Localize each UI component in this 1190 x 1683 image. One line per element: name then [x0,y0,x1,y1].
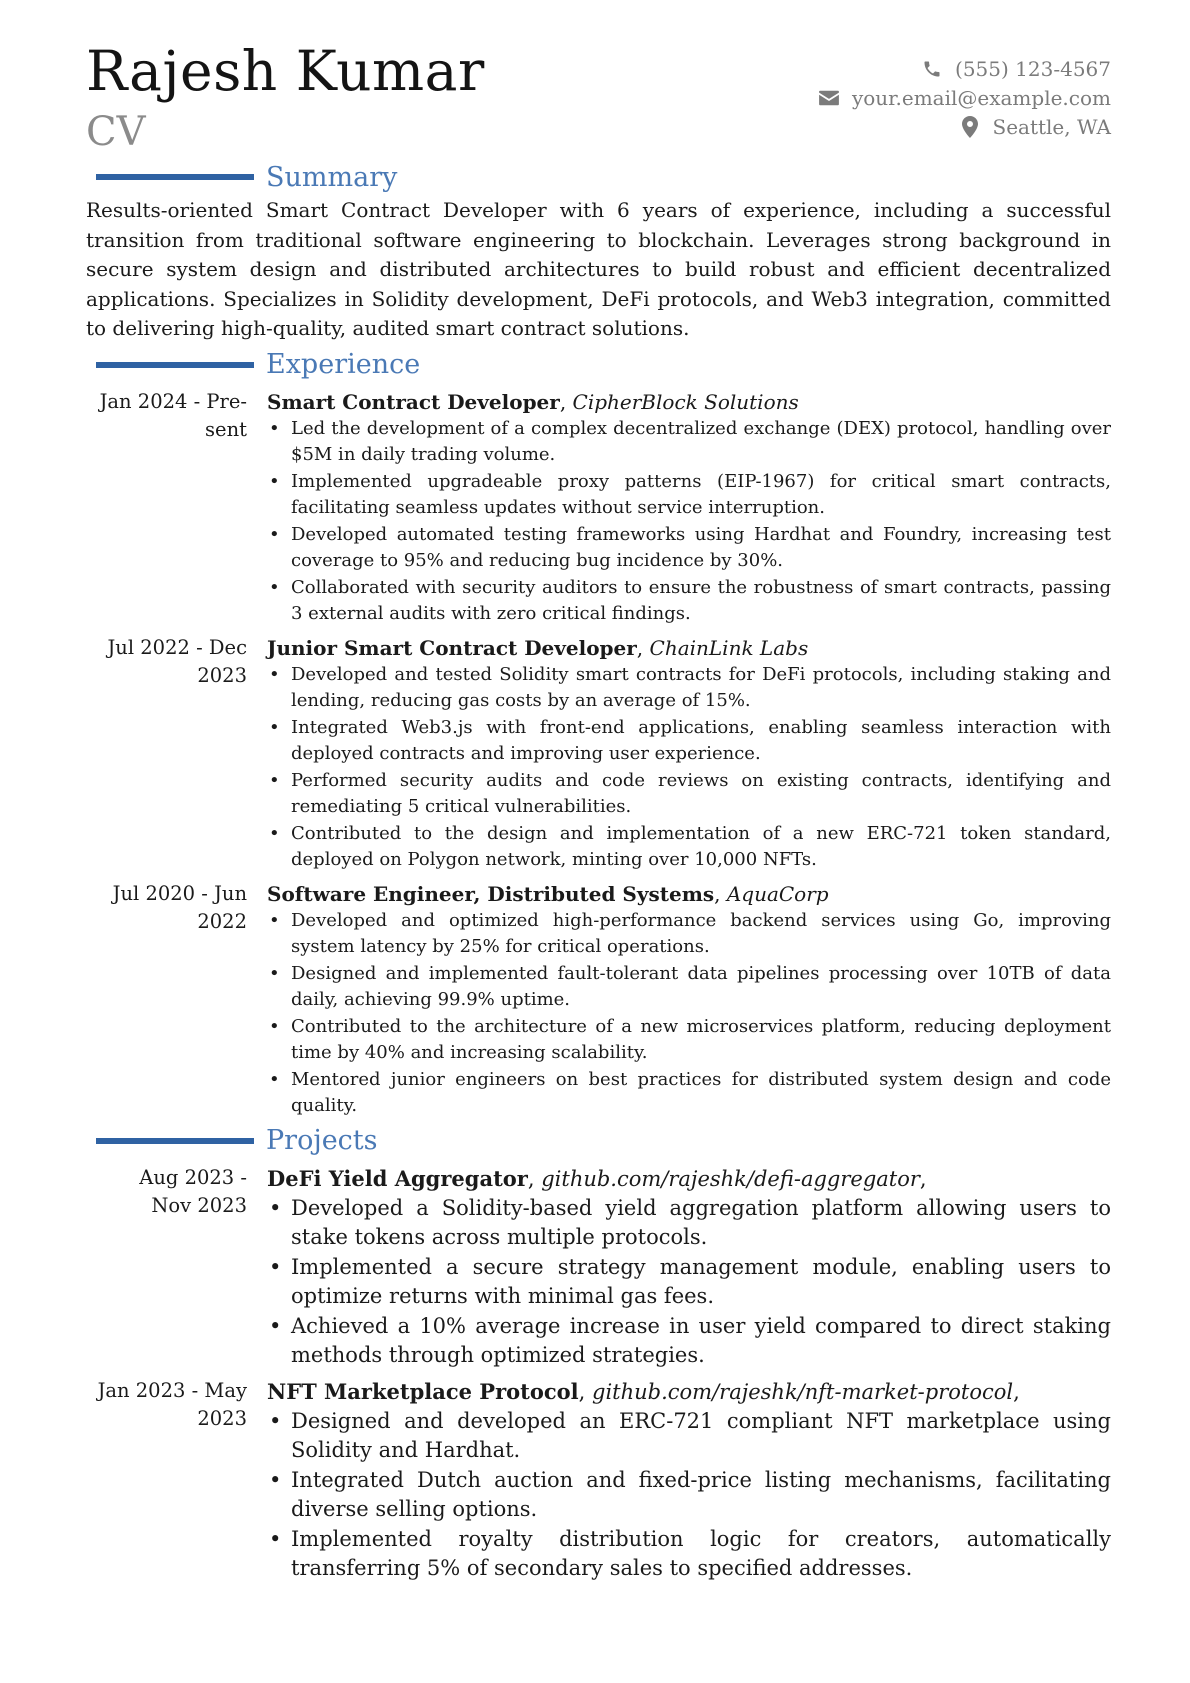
entry-role: Smart Contract Developer [267,389,560,414]
project-entry [86,1377,1111,1584]
bullet-item: • Contributed to the architecture of a new microservices platform, reducing deployment time by 40% and increasing scalability. [291,1014,1111,1067]
project-link[interactable]: github.com/rajeshk/nft-market-protocol [592,1379,1014,1404]
date-line: Aug 2023 - [139,1165,247,1189]
bullet-item: • Implemented a secure strategy management module, enabling users to optimize returns with minimal gas fees. [291,1253,1111,1312]
section-divider-bar [96,174,254,180]
bullet-item: • Developed and tested Solidity smart contracts for DeFi protocols, including staking and lending, reducing gas costs by an average of 15%. [291,662,1111,715]
envelope-icon [818,87,840,109]
section-projects-header [86,1124,1111,1158]
date-line: Jan 2024 - Pre- [99,389,247,413]
date-line: 2022 [197,909,247,933]
bullet-list [267,908,1111,1120]
bullet-list [267,1194,1111,1371]
bullet-item: • Developed automated testing frameworks using Hardhat and Foundry, increasing test coverage to 95% and reducing bug incidence by 30%. [291,522,1111,575]
document-subtitle: CV [86,109,146,155]
person-name: Rajesh Kumar [86,39,485,103]
summary-text: Results-oriented Smart Contract Developer with 6 years of experience, including a successful transition from traditional software engineering to blockchain. Leverages strong background in secure system design and distributed architectures to build robust and efficient decentralized applications. Specializes in Solidity development, DeFi protocols, and Web3 integration, committed to delivering high-quality, audited smart contract solutions. [86,198,1111,341]
entry-body [267,1377,1111,1584]
bullet-item: • Developed a Solidity-based yield aggregation platform allowing users to stake tokens across multiple protocols. [291,1194,1111,1253]
email-link[interactable]: your.email@example.com [851,85,1111,110]
entry-title: Smart Contract Developer, CipherBlock Solutions [267,389,799,414]
bullet-list [267,1407,1111,1584]
bullet-item: • Developed and optimized high-performance backend services using Go, improving system latency by 25% for critical operations. [291,908,1111,961]
project-link[interactable]: github.com/rajeshk/defi-aggregator [541,1166,920,1191]
project-entry [86,1164,1111,1371]
contact-email [818,83,1111,112]
entry-title: DeFi Yield Aggregator, github.com/rajeshk/defi-aggregator, [267,1165,927,1191]
section-divider-bar [96,1138,254,1144]
experience-entry [86,880,1111,1120]
bullet-item: • Integrated Web3.js with front-end applications, enabling seamless interaction with deployed contracts and improving user experience. [291,715,1111,768]
entry-role: DeFi Yield Aggregator [267,1165,528,1191]
bullet-list [267,416,1111,628]
entry-role: Junior Smart Contract Developer [267,635,637,660]
entry-date [86,1164,267,1371]
section-title-projects: Projects [266,1125,378,1157]
date-line: 2023 [197,663,247,687]
bullet-item: • Led the development of a complex decentralized exchange (DEX) protocol, handling over $5M in daily trading volume. [291,416,1111,469]
section-divider-bar [96,362,254,368]
entry-date [86,1377,267,1584]
bullet-item: • Implemented upgradeable proxy patterns (EIP-1967) for critical smart contracts, facilitating seamless updates without service interruption. [291,469,1111,522]
bullet-item: • Contributed to the design and implementation of a new ERC-721 token standard, deployed on Polygon network, minting over 10,000 NFTs. [291,821,1111,874]
entry-title: Junior Smart Contract Developer, ChainLink Labs [267,635,809,660]
bullet-item: • Mentored junior engineers on best practices for distributed system design and code quality. [291,1067,1111,1120]
experience-entry [86,388,1111,628]
date-line: Nov 2023 [151,1193,247,1217]
section-experience-header [86,348,1111,382]
date-line: 2023 [197,1406,247,1430]
date-line: sent [205,417,247,441]
entry-body [267,388,1111,628]
entry-org: AquaCorp [726,881,829,906]
phone-icon [921,58,943,80]
entry-role: Software Engineer, Distributed Systems [267,881,715,906]
section-title-summary: Summary [266,161,398,193]
cv-page [86,40,1111,1584]
bullet-item: • Designed and developed an ERC-721 compliant NFT marketplace using Solidity and Hardhat. [291,1407,1111,1466]
entry-role: NFT Marketplace Protocol [267,1378,579,1404]
date-line: Jul 2022 - Dec [107,635,247,659]
entry-body [267,1164,1111,1371]
header [86,40,1111,158]
date-line: Jan 2023 - May [97,1378,247,1402]
entry-body [267,634,1111,874]
experience-entry [86,634,1111,874]
contact-info [818,54,1111,141]
bullet-item: • Performed security audits and code reviews on existing contracts, identifying and remediating 5 critical vulnerabilities. [291,768,1111,821]
section-title-experience: Experience [266,349,421,381]
entry-date [86,880,267,1120]
bullet-item: • Achieved a 10% average increase in user yield compared to direct staking methods through optimized strategies. [291,1312,1111,1371]
bullet-list [267,662,1111,874]
bullet-item: • Designed and implemented fault-tolerant data pipelines processing over 10TB of data daily, achieving 99.9% uptime. [291,961,1111,1014]
entry-title: NFT Marketplace Protocol, github.com/rajeshk/nft-market-protocol, [267,1378,1020,1404]
contact-phone [818,54,1111,83]
entry-title: Software Engineer, Distributed Systems, AquaCorp [267,881,829,906]
contact-location [818,112,1111,141]
bullet-item: • Collaborated with security auditors to ensure the robustness of smart contracts, passing 3 external audits with zero critical findings. [291,575,1111,628]
entry-date [86,388,267,628]
entry-date [86,634,267,874]
bullet-item: • Implemented royalty distribution logic for creators, automatically transferring 5% of secondary sales to specified addresses. [291,1525,1111,1584]
section-summary-header [86,160,1111,194]
location-text: Seattle, WA [992,114,1111,139]
entry-body [267,880,1111,1120]
entry-org: CipherBlock Solutions [572,389,799,414]
bullet-item: • Integrated Dutch auction and fixed-price listing mechanisms, facilitating diverse selling options. [291,1466,1111,1525]
entry-org: ChainLink Labs [649,635,809,660]
date-line: Jul 2020 - Jun [112,881,247,905]
map-marker-icon [959,116,981,138]
phone-text: (555) 123-4567 [955,56,1111,81]
